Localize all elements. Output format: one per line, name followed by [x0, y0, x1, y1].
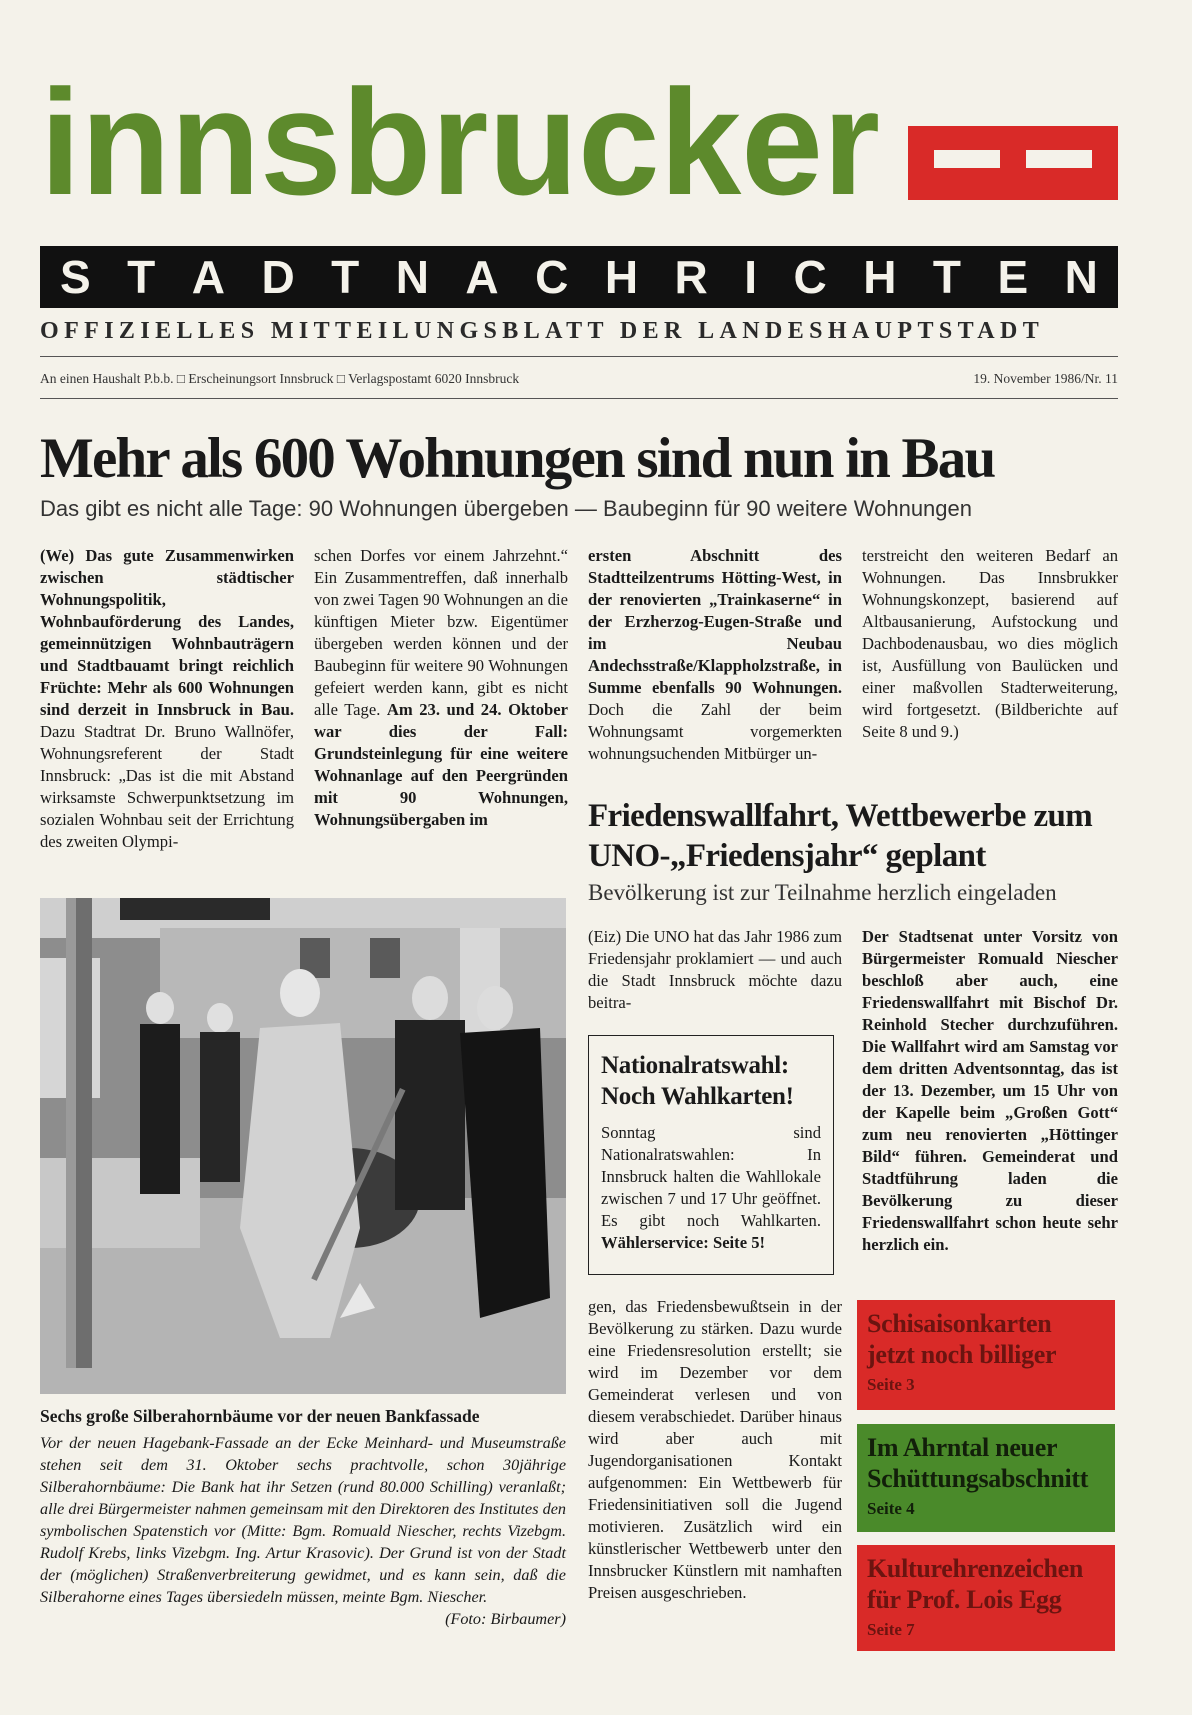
logo-wordmark: innsbrucker	[40, 72, 880, 204]
divider	[40, 356, 1118, 357]
band-letter: N	[395, 251, 429, 303]
lead-headline: Mehr als 600 Wohnungen sind nun in Bau	[40, 427, 995, 490]
lead-column-2	[314, 545, 568, 831]
band-letter: T	[127, 251, 156, 303]
teaser-title: Schisaisonkarten jetzt noch billiger	[867, 1309, 1057, 1369]
city-emblem-icon	[908, 126, 1118, 200]
peace-column-1-top	[588, 926, 842, 1014]
photo-caption	[40, 1432, 566, 1630]
band-letter: E	[997, 251, 1029, 303]
peace-column-2	[862, 926, 1118, 1256]
band-letter: N	[1064, 251, 1098, 303]
postal-info: An einen Haushalt P.b.b. □ Erscheinungsort Innsbruck □ Verlagspostamt 6020 Innsbruck	[40, 371, 520, 386]
band-letter: T	[932, 251, 961, 303]
lead-subheadline: Das gibt es nicht alle Tage: 90 Wohnungen übergeben — Baubeginn für 90 weitere Wohnungen	[40, 496, 972, 521]
band-letter: C	[793, 251, 827, 303]
teaser-title: Kulturehrenzeichen für Prof. Lois Egg	[867, 1554, 1084, 1614]
lead-column-4	[862, 545, 1118, 743]
masthead-tagline: OFFIZIELLES MITTEILUNGSBLATT DER LANDESHAUPTSTADT	[40, 318, 1045, 344]
issue-date: 19. November 1986/Nr. 11	[973, 371, 1118, 386]
lead-bold: ersten Abschnitt des Stadtteilzentrums Hötting-West, in der renovierten „Trainkaserne“ in der Erzherzog-Eugen-Straße und im Neubau Andechsstraße/Klappholzstraße, in Summe ebenfalls 90 Wohnungen.	[588, 546, 842, 697]
band-letter: H	[604, 251, 639, 303]
photo-credit: (Foto: Birbaumer)	[445, 1610, 566, 1628]
teaser-culture-award[interactable]	[857, 1545, 1115, 1651]
teaser-ahrntal[interactable]	[857, 1424, 1115, 1532]
peace-text: (Eiz) Die UNO hat das Jahr 1986 zum Friedensjahr proklamiert — und auch die Stadt Innsbruck möchte dazu beitra-	[588, 927, 842, 1012]
teaser-page: Seite 4	[867, 1499, 915, 1518]
lead-column-3	[588, 545, 842, 765]
election-box-title: Nationalratswahl: Noch Wahlkarten!	[601, 1052, 794, 1110]
band-letter: H	[863, 251, 897, 303]
band-letter: A	[191, 251, 225, 303]
teaser-page: Seite 3	[867, 1375, 915, 1394]
caption-text: Vor der neuen Hagebank-Fassade an der Ecke Meinhard- und Museumstraße stehen seit dem 31. Oktober sechs prachtvolle, schon 30jährige Silberahornbäume: Die Bank hat ihr Setzen (rund 80.000 Schilling) veranlaßt; alle drei Bürgermeister nahmen gemeinsam mit den Direktoren des Institutes den symbolischen Spatenstich vor (Mitte: Bgm. Romuald Niescher, rechts Vizebgm. Rudolf Krebs, links Vizebgm. Ing. Artur Krasovic). Der Grund ist von der Stadt der (möglichen) Straßenverbreiterung gewidmet, und es kann sein, daß die Silberahorne eines Tages übersiedeln müssen, meinte Bgm. Niescher.	[40, 1434, 566, 1606]
lead-text: schen Dorfes vor einem Jahrzehnt.“ Ein Zusammentreffen, daß innerhalb von zwei Tagen 90 Wohnungen an die künftigen Mieter bzw. Eigentümer übergeben werden können und der Baubeginn für weitere 90 Wohnungen gefeiert werden kann, gibt es nicht alle Tage.	[314, 546, 568, 719]
band-letter: D	[261, 251, 295, 303]
peace-headline: Friedenswallfahrt, Wettbewerbe zum UNO-„Friedensjahr“ geplant	[588, 798, 1093, 874]
lead-text: terstreicht den weiteren Bedarf an Wohnungen. Das Innsbrukker Wohnungskonzept, basierend auf Altbausanierung, Aufstockung und Dachbodenausbau, wo dies möglich ist, Ausfüllung von Baulücken und einer maßvollen Stadterweiterung, wird fortgesetzt. (Bildberichte auf Seite 8 und 9.)	[862, 546, 1118, 741]
teaser-title: Im Ahrntal neuer Schüttungsabschnitt	[867, 1433, 1089, 1493]
lead-intro: (We) Das gute Zusammenwirken zwischen städtischer Wohnungspolitik, Wohnbauförderung des Landes, gemeinnützigen Wohnbauträgern und Stadtbauamt bringt reichlich Früchte: Mehr als 600 Wohnungen sind derzeit in Innsbruck in Bau.	[40, 546, 294, 719]
election-text: Sonntag sind Nationalratswahlen: In Innsbruck halten die Wahllokale zwischen 7 und 17 Uhr geöffnet. Es gibt noch Wahlkarten.	[601, 1123, 821, 1230]
election-box-text	[601, 1122, 821, 1254]
lead-text: Dazu Stadtrat Dr. Bruno Wallnöfer, Wohnungsreferent der Stadt Innsbruck: „Das ist die mit Abstand wirksamste Schwerpunktsetzung im sozialen Wohnbau seit der Errichtung des zweiten Olympi-	[40, 722, 294, 851]
peace-bold: Der Stadtsenat unter Vorsitz von Bürgermeister Romuald Niescher beschloß aber auch, eine Friedenswallfahrt mit Bischof Dr. Reinhold Stecher durchzuführen. Die Wallfahrt wird am Samstag vor dem dritten Adventsonntag, das ist der 13. Dezember, um 15 Uhr von der Kapelle beim „Großen Gott“ zum neu renovierten „Höttinger Bild“ führen. Gemeinderat und Stadtführung laden die Bevölkerung zu dieser Friedenswallfahrt schon heute sehr herzlich ein.	[862, 927, 1118, 1254]
band-letter: S	[60, 251, 91, 303]
lead-text: Doch die Zahl der beim Wohnungsamt vorgemerkten wohnungsuchenden Mitbürger un-	[588, 700, 842, 763]
postal-line	[40, 371, 1118, 387]
news-photo	[40, 898, 566, 1394]
lead-bold: Am 23. und 24. Oktober war dies der Fall: Grundsteinlegung für eine weitere Wohnanlage auf den Peergründen mit 90 Wohnungen, Wohnungsübergaben im	[314, 700, 568, 829]
lead-column-1	[40, 545, 294, 853]
band-letter: I	[744, 251, 758, 303]
band-letter: A	[465, 251, 499, 303]
election-service: Wählerservice: Seite 5!	[601, 1233, 766, 1252]
photo-illustration	[40, 898, 566, 1394]
band-letter: C	[535, 251, 569, 303]
band-letter: R	[674, 251, 708, 303]
peace-subheadline: Bevölkerung ist zur Teilnahme herzlich eingeladen	[588, 880, 1057, 905]
peace-column-1-bottom	[588, 1296, 842, 1604]
peace-text: gen, das Friedensbewußtsein in der Bevölkerung zu stärken. Dazu wurde eine Friedensresolution erstellt; sie wird im Dezember vor dem Gemeinderat verlesen und von diesem verabschiedet. Darüber hinaus wird aber auch mit Jugendorganisationen Kontakt aufgenommen: Ein Wettbewerb für Friedensinitiativen soll die Jugend motivieren. Zusätzlich wird ein künstlerischer Wettbewerb unter den Innsbrucker Künstlern mit namhaften Preisen ausgeschrieben.	[588, 1297, 842, 1602]
election-box	[588, 1035, 834, 1275]
stadtnachrichten-band	[40, 246, 1118, 308]
teaser-page: Seite 7	[867, 1620, 915, 1639]
photo-caption-title: Sechs große Silberahornbäume vor der neuen Bankfassade	[40, 1406, 480, 1426]
divider	[40, 398, 1118, 399]
masthead-logo	[40, 72, 1120, 204]
teaser-ski-pass[interactable]	[857, 1300, 1115, 1410]
band-letter: T	[331, 251, 360, 303]
